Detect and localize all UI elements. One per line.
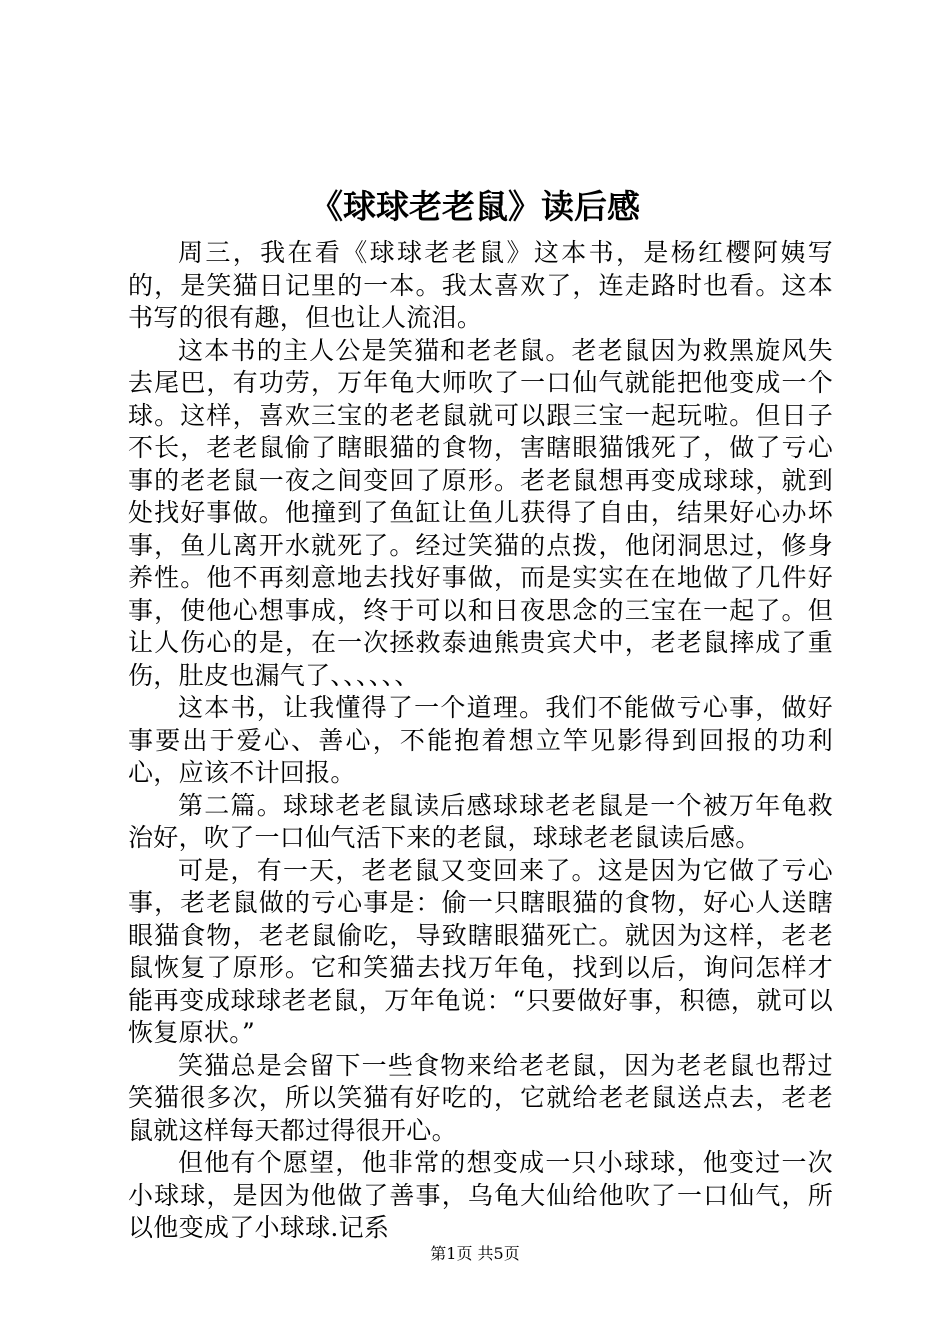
paragraph-4: 第二篇。球球老老鼠读后感球球老老鼠是一个被万年龟救治好，吹了一口仙气活下来的老鼠，球球老老鼠读后感。 [128,790,833,852]
paragraph-3: 这本书，让我懂得了一个道理。我们不能做亏心事，做好事要出于爱心、善心，不能抱着想立竿见影得到回报的功利心，应该不计回报。 [128,693,833,787]
paragraph-1: 周三，我在看《球球老老鼠》这本书，是杨红樱阿姨写的，是笑猫日记里的一本。我太喜欢了，连走路时也看。这本书写的很有趣，但也让人流泪。 [128,238,833,332]
page-number-footer: 第1页 共5页 [430,1244,520,1263]
document-body [128,237,833,1245]
paragraph-2: 这本书的主人公是笑猫和老老鼠。老老鼠因为救黑旋风失去尾巴，有功劳，万年龟大师吹了一口仙气就能把他变成一个球。这样，喜欢三宝的老老鼠就可以跟三宝一起玩啦。但日子不长，老老鼠偷了瞎眼猫的食物，害瞎眼猫饿死了，做了亏心事的老老鼠一夜之间变回了原形。老老鼠想再变成球球，就到处找好事做。他撞到了鱼缸让鱼儿获得了自由，结果好心办坏事，鱼儿离开水就死了。经过笑猫的点拨，他闭洞思过，修身养性。他不再刻意地去找好事做，而是实实在在地做了几件好事，使他心想事成，终于可以和日夜思念的三宝在一起了。但让人伤心的是，在一次拯救泰迪熊贵宾犬中，老老鼠摔成了重伤，肚皮也漏气了、、、、、、 [128,335,833,690]
paragraph-7: 但他有个愿望，他非常的想变成一只小球球，他变过一次小球球，是因为他做了善事，乌龟大仙给他吹了一口仙气，所以他变成了小球球.记系 [128,1148,833,1242]
paragraph-6: 笑猫总是会留下一些食物来给老老鼠，因为老老鼠也帮过笑猫很多次，所以笑猫有好吃的，它就给老老鼠送点去，老老鼠就这样每天都过得很开心。 [128,1050,833,1145]
paragraph-5: 可是，有一天，老老鼠又变回来了。这是因为它做了亏心事，老老鼠做的亏心事是：偷一只瞎眼猫的食物，好心人送瞎眼猫食物，老老鼠偷吃，导致瞎眼猫死亡。就因为这样，老老鼠恢复了原形。它和笑猫去找万年龟，找到以后，询问怎样才能再变成球球老老鼠，万年龟说：“只要做好事，积德，就可以恢复原状。” [128,855,833,1047]
document-title: 《球球老老鼠》读后感 [310,187,640,226]
